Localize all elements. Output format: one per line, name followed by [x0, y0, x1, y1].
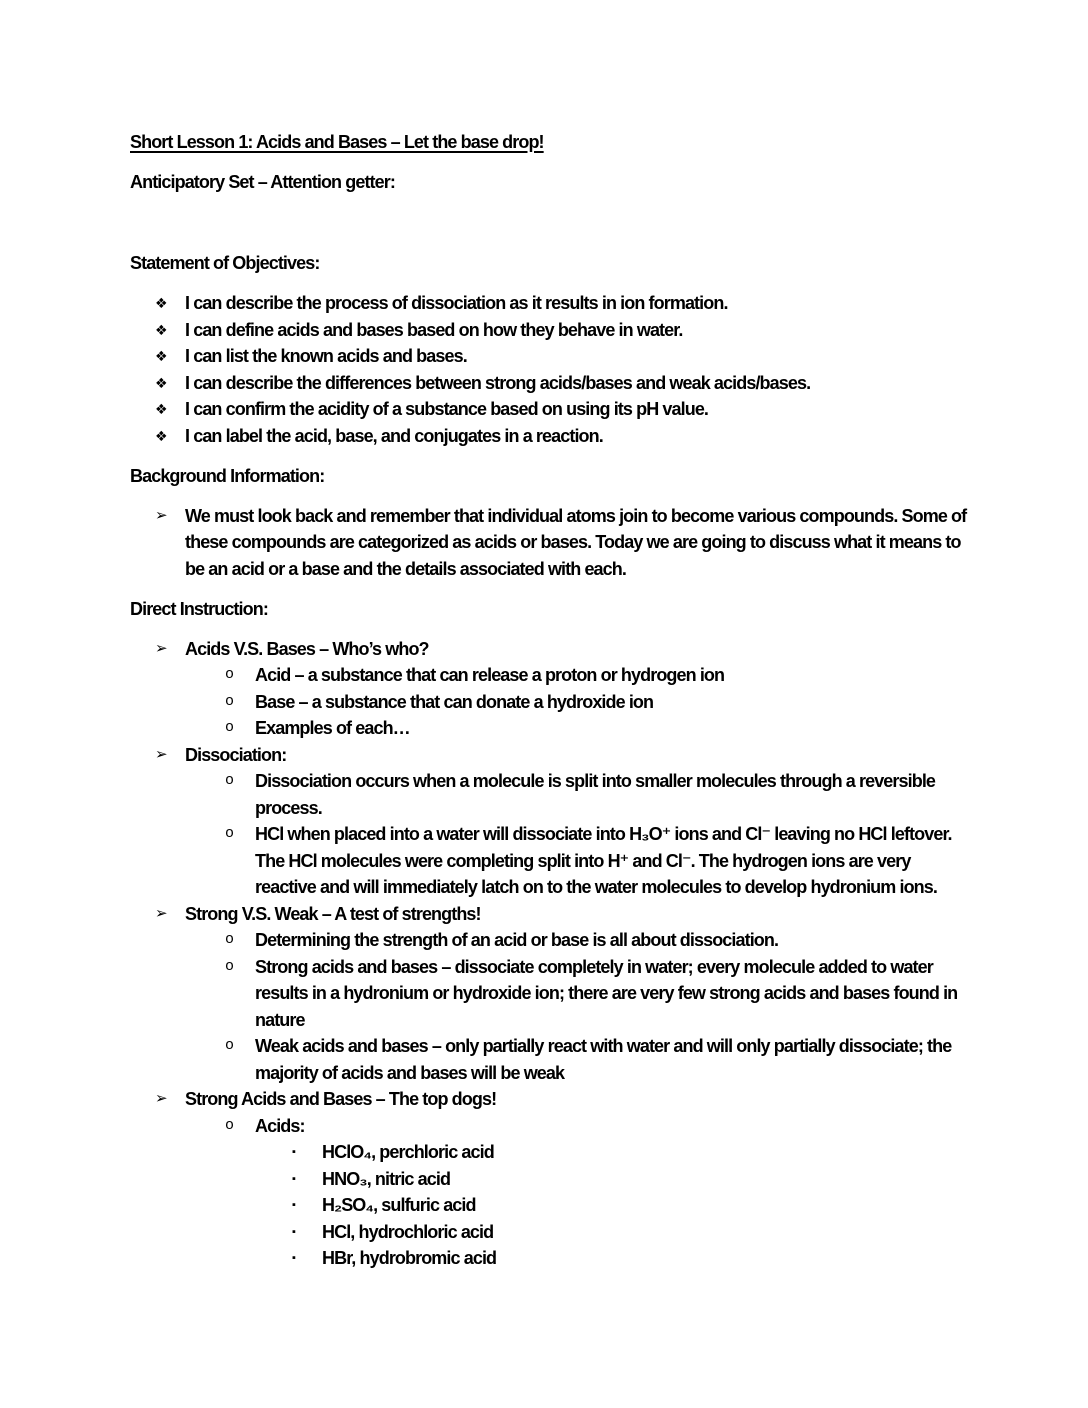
- circle-bullet-icon: o: [225, 719, 235, 736]
- background-text: We must look back and remember that individual atoms join to become various compounds. Some of these compounds are categorized as acids or bases. Today we are going to discuss what it means to be an acid or a base and the details associated with each.: [185, 505, 967, 579]
- acid-text: HNO₃, nitric acid: [322, 1168, 451, 1189]
- objective-text: I can describe the differences between strong acids/bases and weak acids/bases.: [185, 372, 811, 393]
- objective-item: [130, 317, 968, 344]
- objective-text: I can define acids and bases based on how they behave in water.: [185, 319, 683, 340]
- diamond-bullet-icon: ❖: [155, 427, 168, 444]
- direct-instruction-list: [130, 636, 968, 1272]
- topic-item: [130, 901, 968, 928]
- diamond-bullet-icon: ❖: [155, 374, 168, 391]
- subtopic-item: [130, 715, 968, 742]
- subtopic-text: Acid – a substance that can release a proton or hydrogen ion: [255, 665, 725, 685]
- acid-text: HCl, hydrochloric acid: [322, 1221, 494, 1242]
- acid-text: H₂SO₄, sulfuric acid: [322, 1195, 476, 1215]
- topic-item: [130, 636, 968, 663]
- subtopic-text: Weak acids and bases – only partially react with water and will only partially dissociate; the majority of acids and bases will be weak: [255, 1036, 952, 1083]
- circle-bullet-icon: o: [225, 692, 235, 710]
- topic-label: Acids V.S. Bases – Who’s who?: [185, 638, 429, 659]
- diamond-bullet-icon: ❖: [155, 348, 168, 364]
- acid-list-item: [130, 1219, 968, 1246]
- objective-item: [130, 396, 968, 423]
- square-bullet-icon: ▪: [292, 1172, 296, 1185]
- objective-text: I can list the known acids and bases.: [185, 346, 467, 366]
- objectives-heading: Statement of Objectives:: [130, 253, 320, 273]
- circle-bullet-icon: o: [225, 1116, 235, 1134]
- objective-item: [130, 343, 968, 370]
- topic-label: Strong V.S. Weak – A test of strengths!: [185, 903, 481, 924]
- arrow-bullet-icon: ➢: [155, 506, 168, 524]
- anticipatory-set-heading: Anticipatory Set – Attention getter:: [130, 172, 395, 192]
- objectives-list: [130, 290, 968, 449]
- circle-bullet-icon: o: [225, 1037, 235, 1054]
- arrow-bullet-icon: ➢: [155, 1090, 168, 1107]
- acid-list-item: [130, 1139, 968, 1166]
- subtopic-text: HCl when placed into a water will dissociate into H₃O⁺ ions and Cl⁻ leaving no HCl leftover. The HCl molecules were completing split into H⁺ and Cl⁻. The hydrogen ions are very reactive and will immediately latch on to the water molecules to develop hydronium ions.: [255, 824, 952, 897]
- square-bullet-icon: ▪: [292, 1146, 296, 1158]
- subtopic-item: [130, 1113, 968, 1140]
- acid-text: HClO₄, perchloric acid: [322, 1142, 494, 1162]
- subtopic-text: Acids:: [255, 1115, 305, 1136]
- topic-item: [130, 742, 968, 769]
- subtopic-text: Base – a substance that can donate a hydroxide ion: [255, 691, 654, 712]
- acid-list-item: [130, 1166, 968, 1193]
- background-list: [130, 503, 968, 583]
- objective-item: [130, 370, 968, 397]
- topic-label: Dissociation:: [185, 744, 287, 765]
- diamond-bullet-icon: ❖: [155, 295, 168, 311]
- subtopic-item: [130, 954, 968, 1034]
- arrow-bullet-icon: ➢: [155, 639, 168, 657]
- page-title-text: Short Lesson 1: Acids and Bases – Let the base drop!: [130, 132, 544, 152]
- square-bullet-icon: ▪: [292, 1225, 296, 1238]
- circle-bullet-icon: o: [225, 931, 235, 948]
- subtopic-text: Strong acids and bases – dissociate completely in water; every molecule added to water results in a hydronium or hydroxide ion; there are very few strong acids and bases found in nature: [255, 956, 958, 1030]
- objective-text: I can label the acid, base, and conjugates in a reaction.: [185, 425, 603, 446]
- topic-label: Strong Acids and Bases – The top dogs!: [185, 1089, 497, 1109]
- background-item: [130, 503, 968, 583]
- arrow-bullet-icon: ➢: [155, 745, 168, 763]
- diamond-bullet-icon: ❖: [155, 321, 168, 338]
- subtopic-item: [130, 768, 968, 821]
- objective-item: [130, 423, 968, 450]
- subtopic-item: [130, 927, 968, 954]
- background-heading: Background Information:: [130, 465, 325, 486]
- objective-text: I can describe the process of dissociation as it results in ion formation.: [185, 293, 728, 313]
- objective-text: I can confirm the acidity of a substance based on using its pH value.: [185, 399, 709, 419]
- page-title: [130, 129, 968, 156]
- square-bullet-icon: ▪: [292, 1199, 296, 1211]
- subtopic-text: Examples of each…: [255, 718, 410, 738]
- circle-bullet-icon: o: [225, 825, 235, 842]
- subtopic-item: [130, 662, 968, 689]
- arrow-bullet-icon: ➢: [155, 904, 168, 922]
- acid-list-item: [130, 1192, 968, 1219]
- topic-item: [130, 1086, 968, 1113]
- subtopic-text: Determining the strength of an acid or base is all about dissociation.: [255, 930, 779, 950]
- subtopic-text: Dissociation occurs when a molecule is split into smaller molecules through a reversible process.: [255, 771, 936, 818]
- direct-instruction-heading: Direct Instruction:: [130, 598, 268, 619]
- square-bullet-icon: ▪: [292, 1252, 296, 1264]
- subtopic-item: [130, 821, 968, 901]
- circle-bullet-icon: o: [225, 666, 235, 683]
- acid-list-item: [130, 1245, 968, 1272]
- circle-bullet-icon: o: [225, 957, 235, 975]
- subtopic-item: [130, 1033, 968, 1086]
- circle-bullet-icon: o: [225, 772, 235, 789]
- subtopic-item: [130, 689, 968, 716]
- diamond-bullet-icon: ❖: [155, 401, 168, 417]
- objective-item: [130, 290, 968, 317]
- acid-text: HBr, hydrobromic acid: [322, 1248, 497, 1268]
